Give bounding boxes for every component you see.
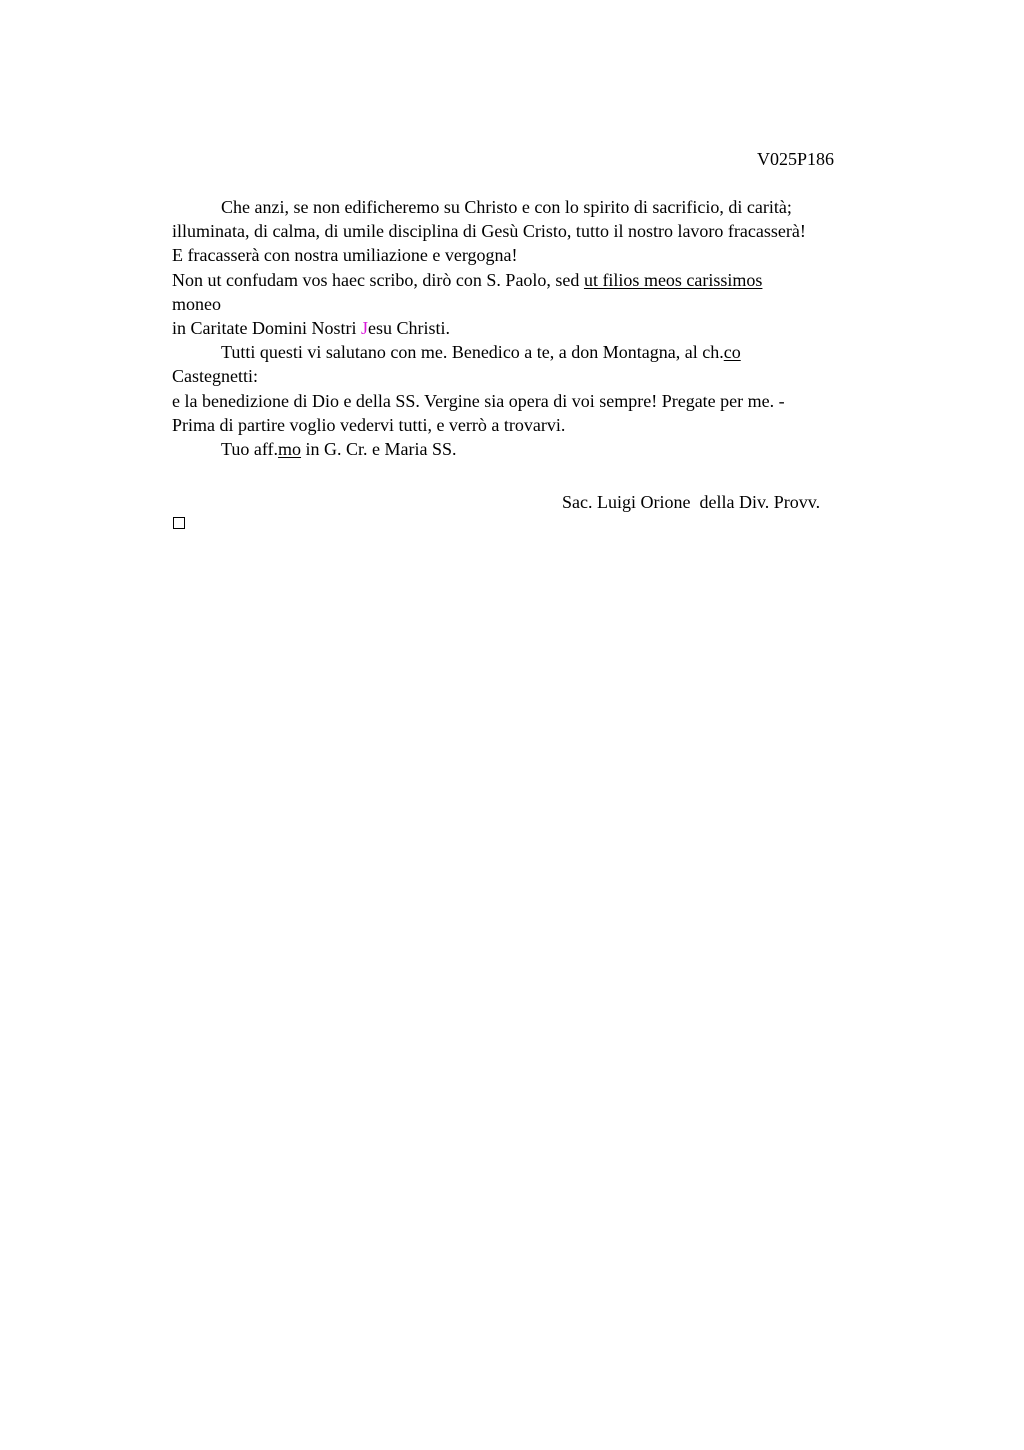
paragraph-1-line-2: illuminata, di calma, di umile disciplina di Gesù Cristo, tutto il nostro lavoro fracasserà! xyxy=(172,221,806,242)
quote-line-3 xyxy=(172,316,912,340)
paragraph-2-line-2: Castegnetti: xyxy=(172,366,258,387)
highlighted-letter: J xyxy=(360,317,368,338)
paragraph-2-line-4: Prima di partire voglio vedervi tutti, e verrò a trovarvi. xyxy=(172,414,566,435)
paragraph-1-line-1: Che anzi, se non edificheremo su Christo e con lo spirito di sacrificio, di carità; xyxy=(221,197,792,217)
quote-line-2: moneo xyxy=(172,293,221,314)
closing-abbreviation: mo xyxy=(278,438,302,459)
paragraph-2-line-3: e la benedizione di Dio e della SS. Vergine sia opera di voi sempre! Pregate per me. - xyxy=(172,390,785,411)
paragraph-1-line-3: E fracasserà con nostra umiliazione e vergogna! xyxy=(172,245,518,266)
quote-line-3-text: in Caritate Domini Nostri xyxy=(172,317,361,338)
quote-line-1-text: Non ut confudam vos haec scribo, dirò con S. Paolo, sed xyxy=(172,269,584,290)
quote-line-3-end: esu Christi. xyxy=(368,317,451,338)
signature: Sac. Luigi Orione della Div. Provv. xyxy=(562,492,821,512)
empty-box-symbol xyxy=(173,517,185,529)
closing-text: Tuo aff. xyxy=(221,438,279,459)
paragraph-2-line-1-text: Tutti questi vi salutano con me. Benedico a te, a don Montagna, al ch. xyxy=(221,342,724,363)
quote-line-1 xyxy=(172,268,912,292)
closing-text-end: in G. Cr. e Maria SS. xyxy=(301,438,457,459)
paragraph-2-line-1 xyxy=(172,340,912,364)
quote-underlined-text: ut filios meos carissimos xyxy=(583,269,763,290)
page-identifier: V025P186 xyxy=(757,149,835,169)
abbreviation-superscript: co xyxy=(723,342,741,363)
closing-line xyxy=(172,437,912,461)
letter-body xyxy=(172,195,912,461)
